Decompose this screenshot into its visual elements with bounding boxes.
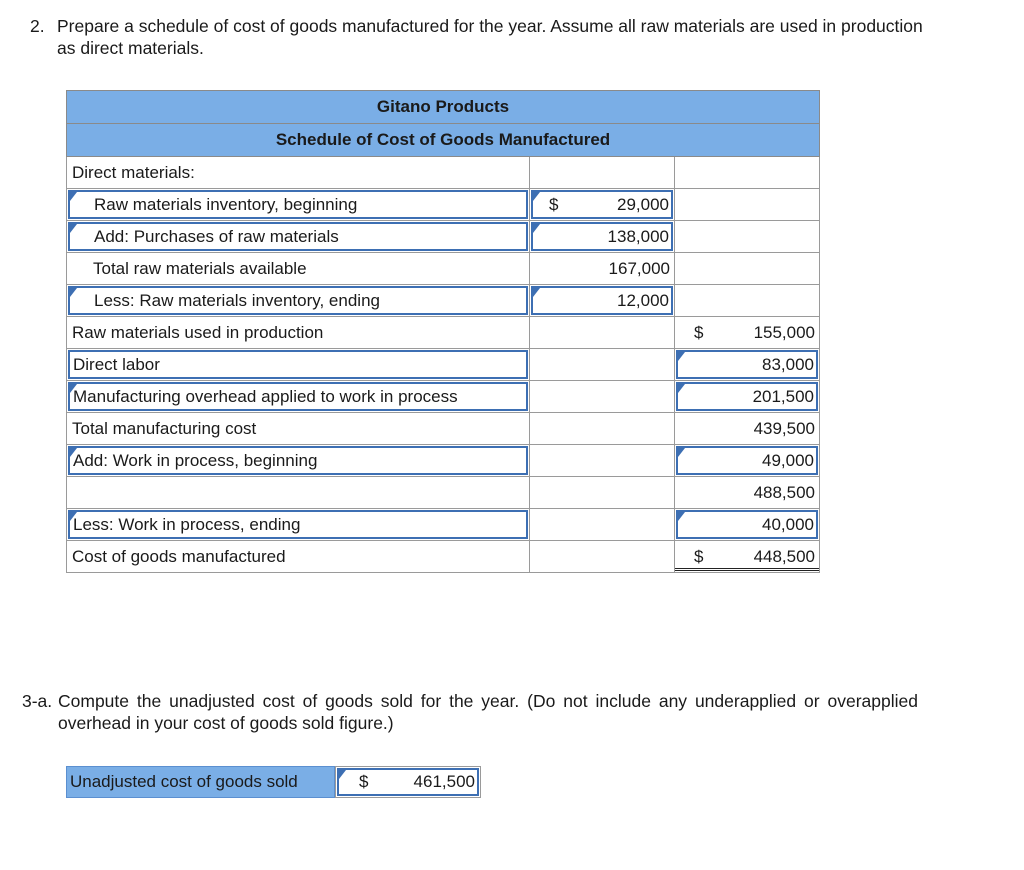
row-label-input[interactable] <box>67 445 530 477</box>
amount-value: 138,000 <box>607 226 669 246</box>
amount-cell <box>675 413 820 445</box>
answer-value: 461,500 <box>413 772 475 791</box>
row-label: Add: Work in process, beginning <box>73 450 318 470</box>
input-flag-icon <box>70 512 77 521</box>
row-label: Raw materials inventory, beginning <box>94 194 358 214</box>
row-label-input[interactable] <box>67 189 530 221</box>
table-row <box>67 413 820 445</box>
table-row <box>67 541 820 573</box>
row-label: Cost of goods manufactured <box>67 541 530 573</box>
input-flag-icon <box>70 224 77 233</box>
empty-cell <box>530 157 675 189</box>
amount-input[interactable] <box>675 349 820 381</box>
table-row <box>67 445 820 477</box>
empty-cell <box>530 477 675 509</box>
input-flag-icon <box>70 384 77 393</box>
schedule-title: Schedule of Cost of Goods Manufactured <box>67 124 820 157</box>
question-2-text: Prepare a schedule of cost of goods manufactured for the year. Assume all raw materials are used in production as direct materials. <box>57 16 923 58</box>
row-label: Direct labor <box>73 354 160 374</box>
input-flag-icon <box>339 770 346 779</box>
input-flag-icon <box>678 448 685 457</box>
dollar-sign: $ <box>694 322 704 342</box>
row-label-input[interactable] <box>67 381 530 413</box>
question-3a <box>22 690 922 736</box>
amount-value: 448,500 <box>753 546 816 566</box>
amount-cell <box>530 253 675 285</box>
amount-value: 49,000 <box>762 450 815 470</box>
amount-input[interactable] <box>530 221 675 253</box>
row-label-input[interactable] <box>67 221 530 253</box>
empty-cell <box>530 541 675 573</box>
cogm-schedule-table <box>66 90 820 573</box>
input-flag-icon <box>533 288 540 297</box>
empty-cell <box>530 349 675 381</box>
table-row <box>67 189 820 221</box>
empty-cell <box>530 413 675 445</box>
row-label-input[interactable] <box>67 349 530 381</box>
amount-value: 155,000 <box>753 322 816 342</box>
dollar-sign: $ <box>359 772 369 791</box>
table-row <box>67 317 820 349</box>
amount-value: 83,000 <box>762 354 815 374</box>
amount-input[interactable] <box>675 445 820 477</box>
row-label: Manufacturing overhead applied to work in process <box>73 386 458 406</box>
amount-input[interactable] <box>530 189 675 221</box>
input-flag-icon <box>70 288 77 297</box>
amount-value: 12,000 <box>617 290 669 310</box>
answer-input[interactable] <box>335 766 481 798</box>
amount-cell <box>675 477 820 509</box>
empty-cell <box>530 445 675 477</box>
header-row-title <box>67 124 820 157</box>
table-row <box>67 157 820 189</box>
question-3a-text: Compute the unadjusted cost of goods sold for the year. (Do not include any underapplied or overapplied overhead in your cost of goods sold figure.) <box>58 691 918 733</box>
answer-label: Unadjusted cost of goods sold <box>66 766 335 798</box>
table-row <box>67 477 820 509</box>
input-flag-icon <box>70 448 77 457</box>
amount-input[interactable] <box>530 285 675 317</box>
answer-row <box>66 766 481 798</box>
input-flag-icon <box>533 192 540 201</box>
header-row-company <box>67 91 820 124</box>
amount-value: 167,000 <box>608 258 670 278</box>
table-row <box>67 285 820 317</box>
row-label-input[interactable] <box>67 509 530 541</box>
empty-cell <box>675 221 820 253</box>
input-flag-icon <box>533 224 540 233</box>
dollar-sign: $ <box>694 546 704 566</box>
question-2-number: 2. <box>30 16 45 36</box>
row-label: Add: Purchases of raw materials <box>94 226 339 246</box>
row-label: Direct materials: <box>67 157 530 189</box>
dollar-sign: $ <box>549 194 559 214</box>
row-label: Total manufacturing cost <box>67 413 530 445</box>
amount-value: 29,000 <box>617 194 669 214</box>
input-flag-icon <box>678 512 685 521</box>
amount-value: 201,500 <box>752 386 815 406</box>
input-flag-icon <box>678 352 685 361</box>
row-label <box>67 477 530 509</box>
amount-value: 439,500 <box>753 418 816 438</box>
table-row <box>67 253 820 285</box>
empty-cell <box>530 509 675 541</box>
empty-cell <box>675 253 820 285</box>
question-2 <box>30 15 930 61</box>
table-row <box>67 349 820 381</box>
row-label: Less: Work in process, ending <box>73 514 301 534</box>
amount-cell <box>675 317 820 349</box>
question-3a-number: 3-a. <box>22 691 53 711</box>
row-label: Less: Raw materials inventory, ending <box>94 290 380 310</box>
table-row <box>67 509 820 541</box>
input-flag-icon <box>678 384 685 393</box>
empty-cell <box>530 317 675 349</box>
amount-input[interactable] <box>675 381 820 413</box>
input-flag-icon <box>70 192 77 201</box>
empty-cell <box>530 381 675 413</box>
row-label: Raw materials used in production <box>67 317 530 349</box>
amount-input[interactable] <box>675 509 820 541</box>
table-row <box>67 381 820 413</box>
row-label: Total raw materials available <box>67 253 530 285</box>
amount-value: 40,000 <box>762 514 815 534</box>
empty-cell <box>675 157 820 189</box>
amount-cell <box>675 541 820 573</box>
row-label-input[interactable] <box>67 285 530 317</box>
empty-cell <box>675 285 820 317</box>
table-row <box>67 221 820 253</box>
double-underline <box>675 568 819 571</box>
company-name: Gitano Products <box>67 91 820 124</box>
empty-cell <box>675 189 820 221</box>
amount-value: 488,500 <box>753 482 816 502</box>
